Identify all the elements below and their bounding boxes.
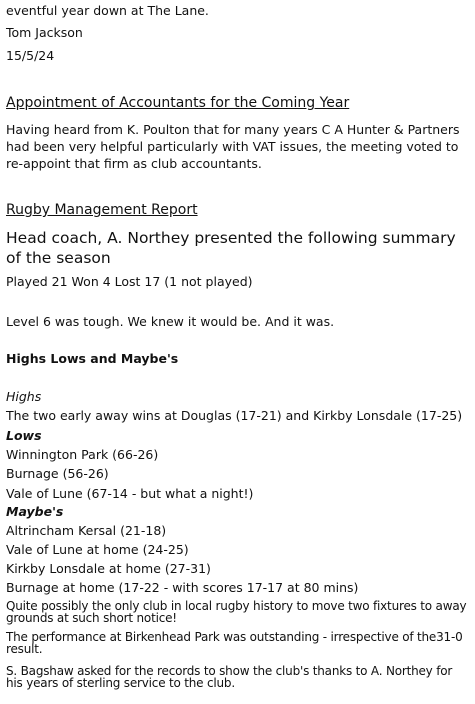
accountants-body: Having heard from K. Poulton that for many years C A Hunter & Partners had been very helpful particularly with VAT issues, the meeting voted to re-appoint that firm as club accountants.: [6, 122, 460, 171]
lows-heading: Lows: [6, 428, 42, 443]
lows-item: Burnage (56-26): [6, 466, 109, 481]
maybes-item: Vale of Lune at home (24-25): [6, 542, 189, 557]
lows-item: Winnington Park (66-26): [6, 447, 159, 462]
accountants-heading: Appointment of Accountants for the Coming Year: [6, 95, 350, 111]
rugby-heading: Rugby Management Report: [6, 202, 198, 218]
highs-item: The two early away wins at Douglas (17-21) and Kirkby Lonsdale (17-25): [6, 408, 463, 423]
maybes-item: Altrincham Kersal (21-18): [6, 523, 167, 538]
maybes-heading: Maybe's: [6, 504, 64, 519]
author-name: Tom Jackson: [6, 25, 83, 40]
hlm-heading: Highs Lows and Maybe's: [6, 351, 179, 366]
intro-text: eventful year down at The Lane.: [6, 3, 209, 18]
maybes-item: Burnage at home (17-22 - with scores 17-17 at 80 mins): [6, 580, 359, 595]
highs-heading: Highs: [6, 389, 42, 404]
birkenhead-note: The performance at Birkenhead Park was outstanding - irrespective of the31-0 result.: [6, 630, 463, 656]
thanks-note: S. Bagshaw asked for the records to show the club's thanks to A. Northey for his years of sterling service to the club.: [6, 664, 453, 690]
fixtures-note: Quite possibly the only club in local rugby history to move two fixtures to away grounds at such short notice!: [6, 599, 467, 625]
report-date: 15/5/24: [6, 48, 55, 63]
lows-item: Vale of Lune (67-14 - but what a night!): [6, 486, 254, 501]
summary-intro: Head coach, A. Northey presented the following summary of the season: [6, 229, 456, 267]
level-comment: Level 6 was tough. We knew it would be. And it was.: [6, 314, 335, 329]
season-record: Played 21 Won 4 Lost 17 (1 not played): [6, 274, 253, 289]
maybes-item: Kirkby Lonsdale at home (27-31): [6, 561, 211, 576]
